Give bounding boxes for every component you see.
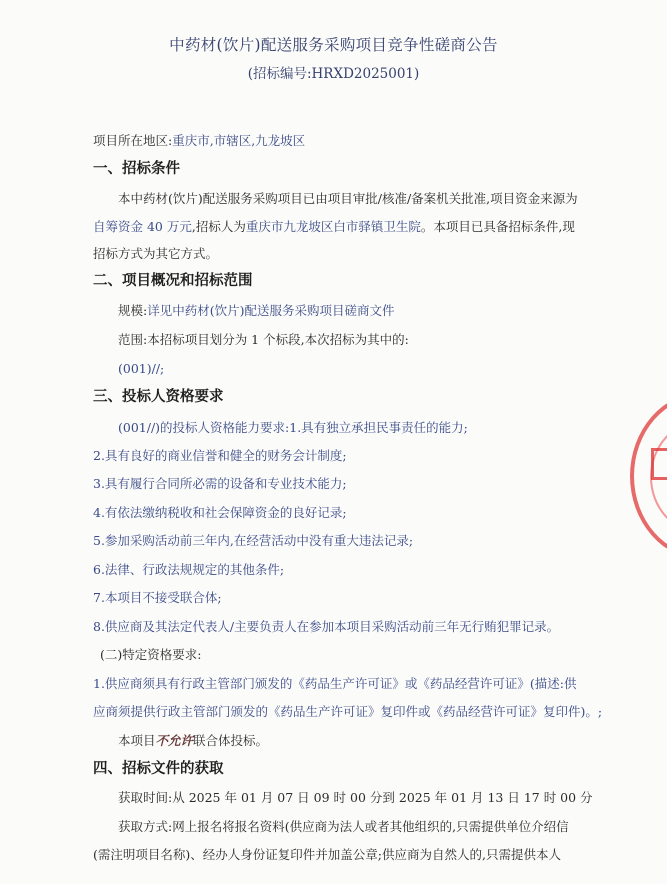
section-3-heading: 三、投标人资格要求 [93, 389, 224, 405]
location-value: 重庆市,市辖区,九龙坡区 [172, 133, 306, 148]
acquisition-method-label: 获取方式: [118, 819, 173, 834]
acquisition-method [118, 819, 569, 835]
acquisition-method-line-2: (需注明项目名称)、经办人身份证复印件并加盖公章;供应商为自然人的,只需提供本人 [93, 847, 561, 862]
location-label: 项目所在地区: [93, 133, 173, 148]
acquisition-time-value: 从 2025 年 01 月 07 日 09 时 00 分到 2025 年 01 月 13 日 17 时 00 分 [172, 790, 593, 805]
lot-line: (001)//; [118, 361, 165, 376]
text-fragment: 。本项目已具备招标条件,现 [420, 219, 575, 234]
text-fragment: 本项目 [118, 733, 156, 748]
specific-qualification-heading: (二)特定资格要求: [100, 647, 202, 662]
consortium-not-allowed: 不允许 [155, 733, 194, 748]
section-4-heading: 四、招标文件的获取 [93, 761, 224, 777]
scale-line [118, 303, 394, 319]
red-seal-glyph [651, 448, 667, 480]
scale-value: 详见中药材(饮片)配送服务采购项目磋商文件 [147, 303, 395, 318]
tenderer-name: 重庆市九龙坡区白市驿镇卫生院 [245, 219, 421, 234]
text-fragment: ,招标人为 [191, 219, 246, 234]
section-1-line-1: 本中药材(饮片)配送服务采购项目已由项目审批/核准/备案机关批准,项目资金来源为 [118, 191, 578, 206]
acquisition-time [118, 790, 593, 806]
section-2-heading: 二、项目概况和招标范围 [93, 273, 253, 289]
consortium-line [118, 733, 268, 749]
qualification-line-6: 6.法律、行政法规规定的其他条件; [93, 562, 285, 577]
qualification-line-7: 7.本项目不接受联合体; [93, 590, 222, 605]
qualification-line-2: 2.具有良好的商业信誉和健全的财务会计制度; [93, 448, 347, 463]
scope-line: 范围:本招标项目划分为 1 个标段,本次招标为其中的: [118, 332, 409, 347]
specific-qualification-line-1: 1.供应商须具有行政主管部门颁发的《药品生产许可证》或《药品经营许可证》(描述:供 [93, 676, 577, 691]
tender-number: (招标编号:HRXD2025001) [247, 66, 420, 82]
acquisition-time-label: 获取时间: [118, 790, 173, 805]
project-location [93, 133, 305, 149]
section-1-heading: 一、招标条件 [93, 161, 180, 177]
qualification-line-4: 4.有依法缴纳税收和社会保障资金的良好记录; [93, 505, 347, 520]
text-fragment: 联合体投标。 [193, 733, 269, 748]
acquisition-method-value: 网上报名将报名资料(供应商为法人或者其他组织的,只需提供单位介绍信 [172, 819, 569, 834]
section-1-line-2 [93, 219, 575, 235]
qualification-line-5: 5.参加采购活动前三年内,在经营活动中没有重大违法记录; [93, 533, 414, 548]
scale-label: 规模: [118, 303, 148, 318]
document-title: 中药材(饮片)配送服务采购项目竞争性磋商公告 [169, 36, 498, 54]
specific-qualification-line-2: 应商须提供行政主管部门颁发的《药品生产许可证》复印件或《药品经营许可证》复印件)。; [93, 704, 603, 719]
section-1-line-3: 招标方式为其它方式。 [93, 246, 219, 261]
qualification-line-8: 8.供应商及其法定代表人/主要负责人在参加本项目采购活动前三年无行贿犯罪记录。 [93, 619, 560, 634]
qualification-line-1: (001//)的投标人资格能力要求:1.具有独立承担民事责任的能力; [118, 420, 468, 435]
fund-source: 自筹资金 40 万元 [93, 219, 192, 234]
qualification-line-3: 3.具有履行合同所必需的设备和专业技术能力; [93, 476, 347, 491]
